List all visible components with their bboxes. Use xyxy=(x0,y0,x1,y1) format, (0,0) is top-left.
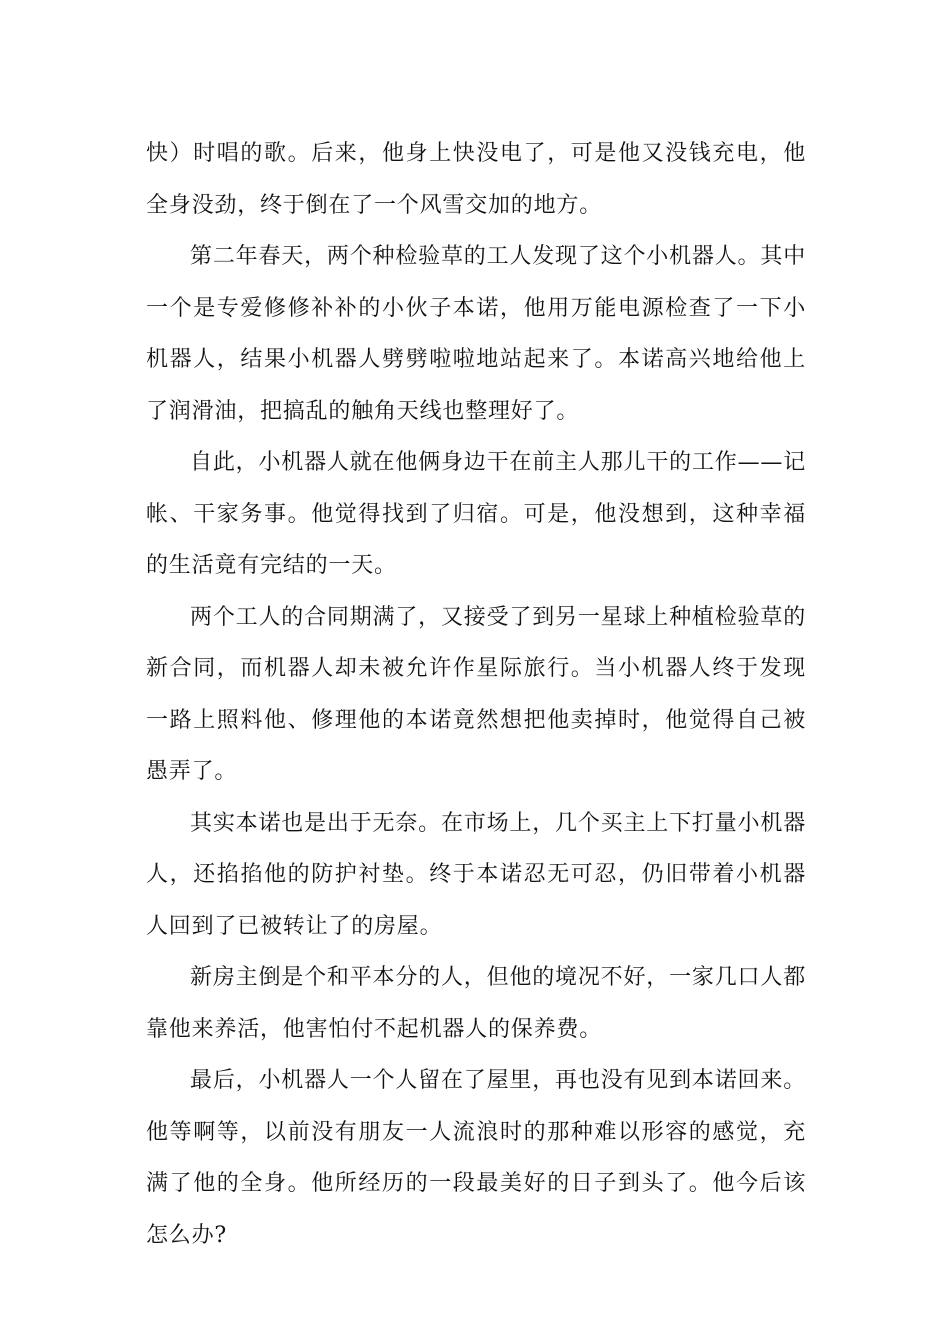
paragraph-5: 其实本诺也是出于无奈。在市场上，几个买主上下打量小机器人，还掐掐他的防护衬垫。终于本诺忍无可忍，仍旧带着小机器人回到了已被转让了的房屋。 xyxy=(146,810,806,939)
document-body xyxy=(146,128,806,1261)
paragraph-2: 第二年春天，两个种检验草的工人发现了这个小机器人。其中一个是专爱修修补补的小伙子本诺，他用万能电源检查了一下小机器人，结果小机器人劈劈啦啦地站起来了。本诺高兴地给他上了润滑油，把搞乱的触角天线也整理好了。 xyxy=(146,244,806,424)
paragraph-6: 新房主倒是个和平本分的人，但他的境况不好，一家几口人都靠他来养活，他害怕付不起机器人的保养费。 xyxy=(146,965,806,1042)
paragraph-3: 自此，小机器人就在他俩身边干在前主人那儿干的工作——记帐、干家务事。他觉得找到了归宿。可是，他没想到，这种幸福的生活竟有完结的一天。 xyxy=(146,450,806,578)
paragraph-4: 两个工人的合同期满了，又接受了到另一星球上种植检验草的新合同，而机器人却未被允许作星际旅行。当小机器人终于发现一路上照料他、修理他的本诺竟然想把他卖掉时，他觉得自己被愚弄了。 xyxy=(146,604,806,784)
paragraph-1: 快）时唱的歌。后来，他身上快没电了，可是他又没钱充电，他全身没劲，终于倒在了一个风雪交加的地方。 xyxy=(146,141,806,218)
paragraph-7: 最后，小机器人一个人留在了屋里，再也没有见到本诺回来。他等啊等，以前没有朋友一人流浪时的那种难以形容的感觉，充满了他的全身。他所经历的一段最美好的日子到头了。他今后该怎么办? xyxy=(146,1068,806,1248)
